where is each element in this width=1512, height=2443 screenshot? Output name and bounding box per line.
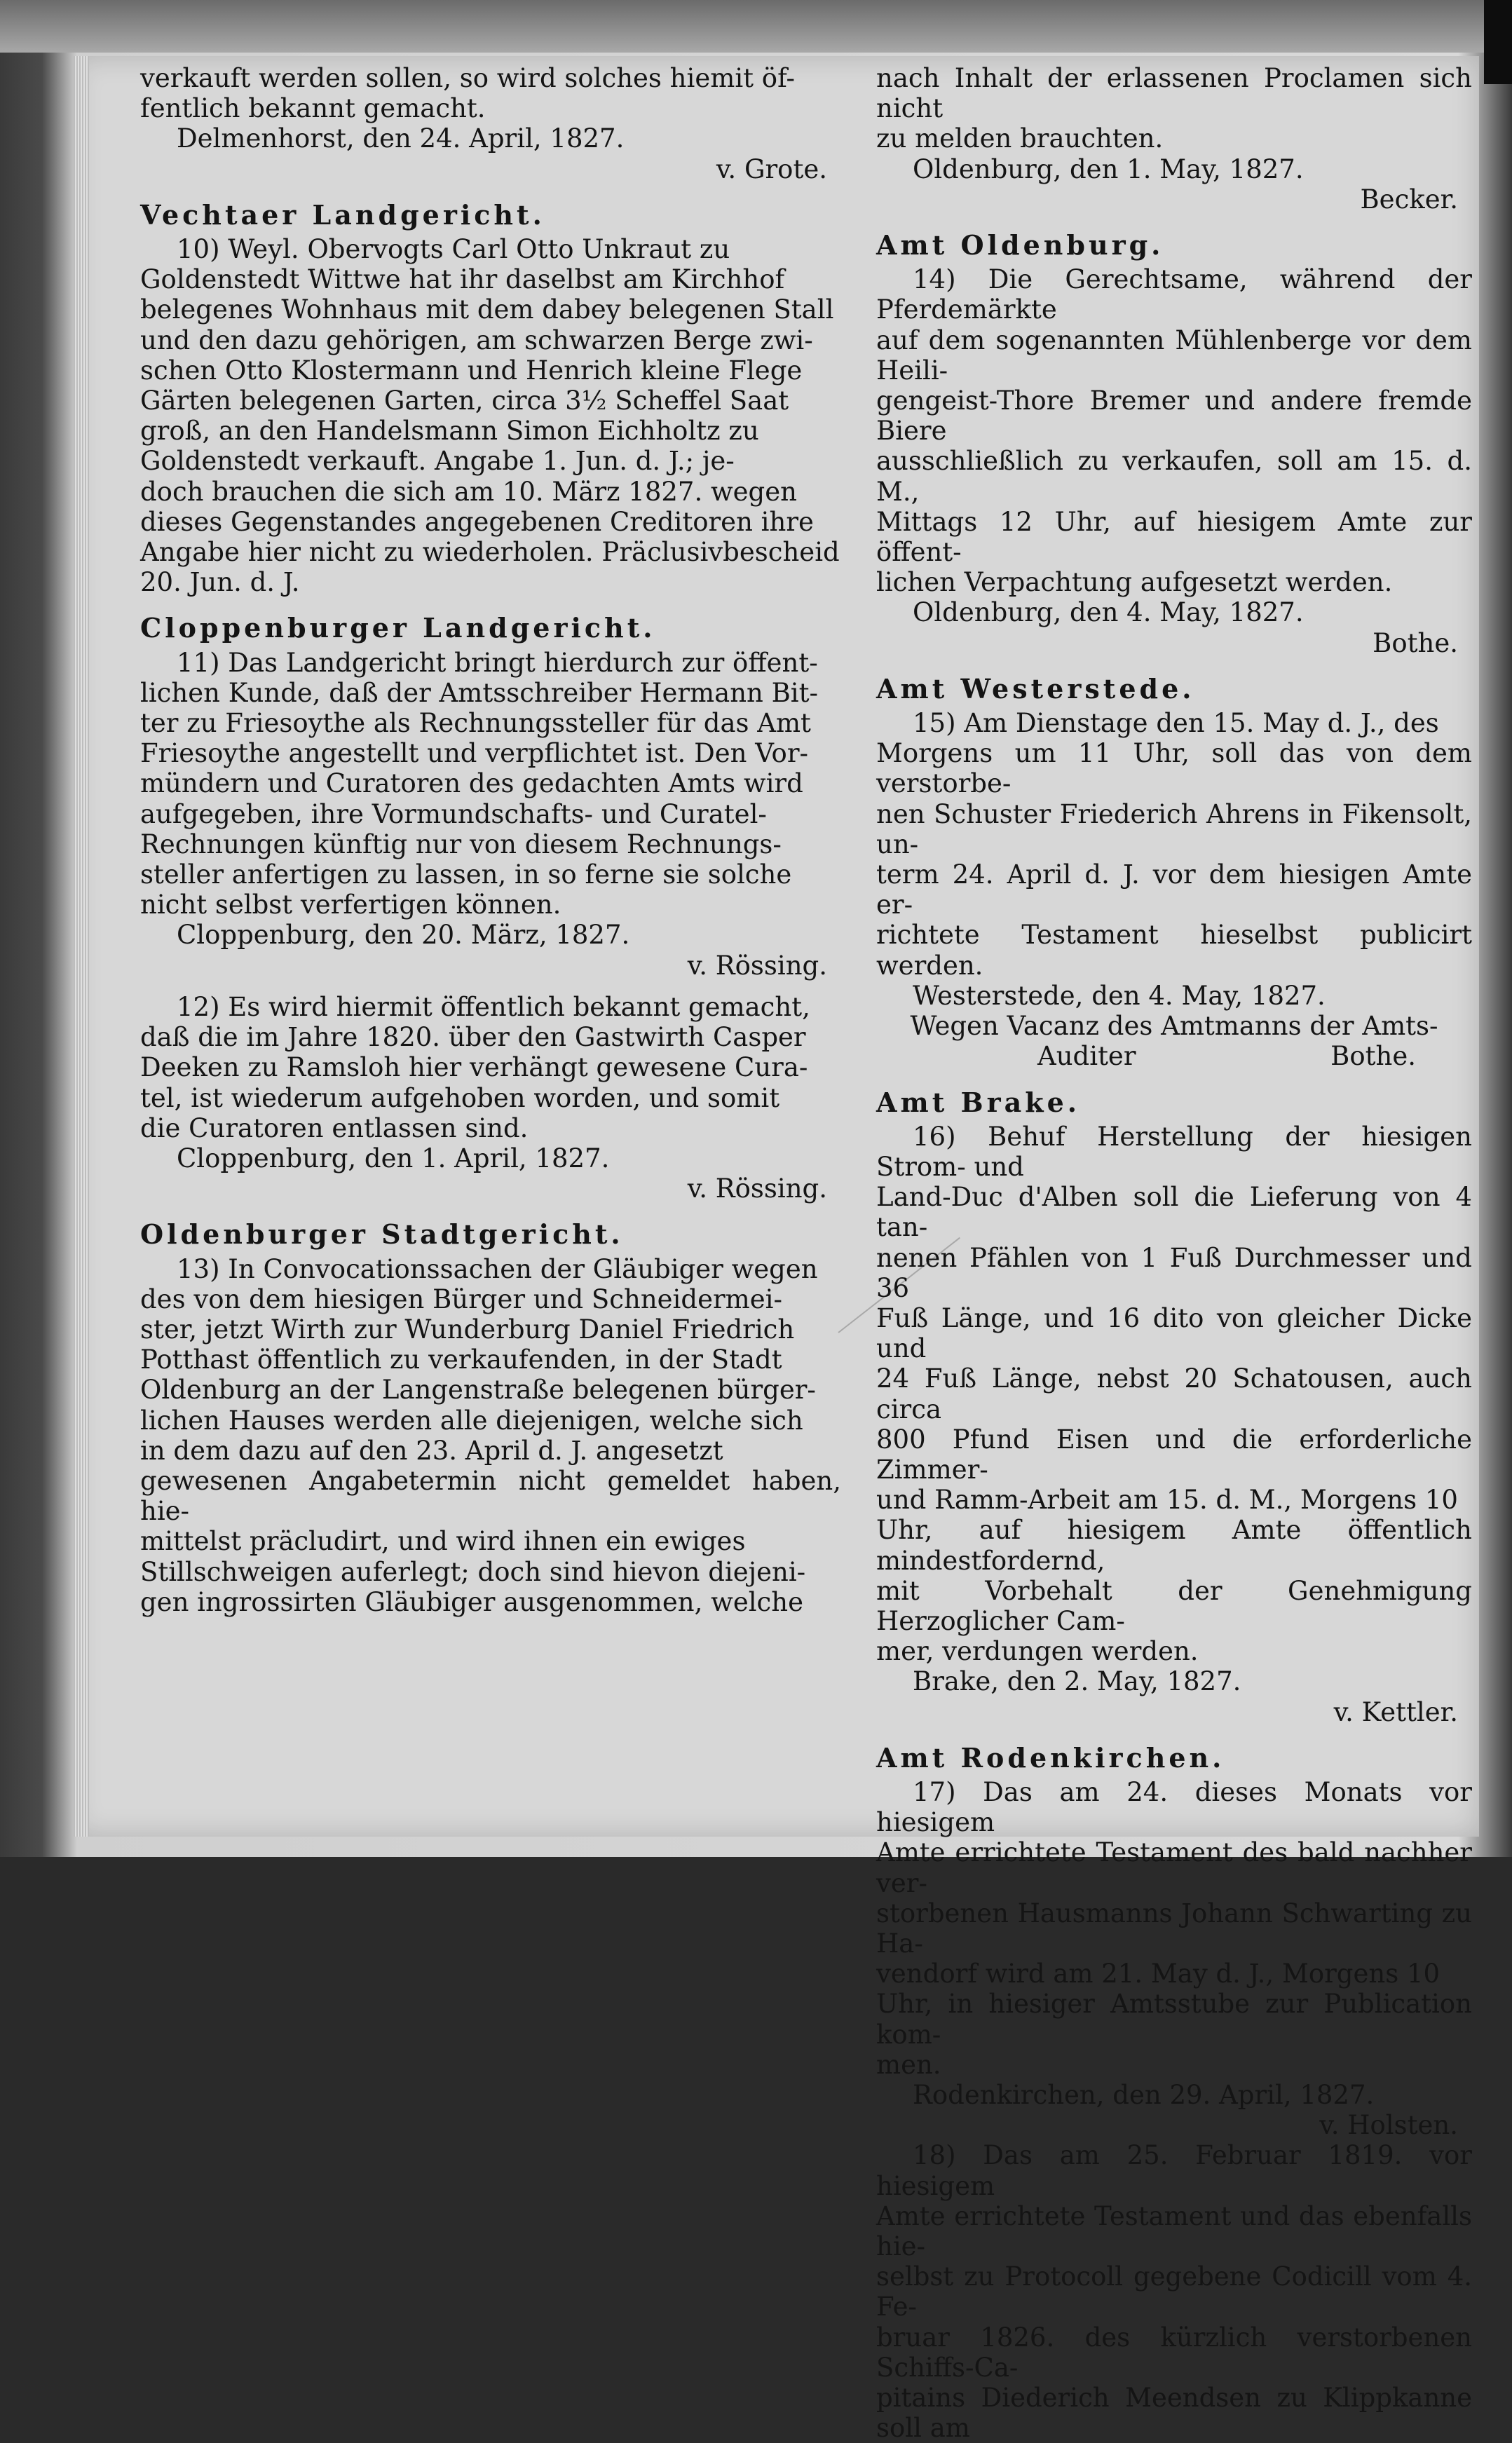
text-line: Deeken zu Ramsloh hier verhängt gewesene Cura- bbox=[140, 1052, 808, 1083]
section-heading: Cloppenburger Landgericht. bbox=[140, 612, 656, 644]
scan-background-corner bbox=[1484, 0, 1512, 84]
text-line: belegenes Wohnhaus mit dem dabey belegenen Stall bbox=[140, 294, 834, 325]
text-line: und Ramm-Arbeit am 15. d. M., Morgens 10 bbox=[876, 1485, 1458, 1516]
text-line: mündern und Curatoren des gedachten Amts wird bbox=[140, 768, 803, 799]
signature-title: Auditer bbox=[1037, 1041, 1136, 1072]
dateline: Cloppenburg, den 20. März, 1827. bbox=[177, 920, 630, 951]
left-column bbox=[140, 63, 841, 1617]
text-line: Friesoythe angestellt und verpflichtet ist. Den Vor- bbox=[140, 738, 809, 769]
section-heading: Amt Oldenburg. bbox=[876, 229, 1164, 261]
signature-note: Wegen Vacanz des Amtmanns der Amts- bbox=[910, 1011, 1438, 1042]
text-line: 16) Behuf Herstellung der hiesigen Strom- und bbox=[876, 1121, 1472, 1182]
text-line: nicht selbst verfertigen können. bbox=[140, 890, 561, 920]
signature: v. Grote. bbox=[716, 154, 827, 184]
signature: v. Kettler. bbox=[1333, 1696, 1458, 1727]
text-line: schen Otto Klostermann und Henrich kleine Flege bbox=[140, 355, 803, 386]
text-line: 13) In Convocationssachen der Gläubiger wegen bbox=[177, 1253, 818, 1284]
text-line: Uhr, in hiesiger Amtsstube zur Publication kom- bbox=[876, 1989, 1472, 2050]
notice-17 bbox=[876, 1777, 1472, 2080]
text-line: ter zu Friesoythe als Rechnungssteller für das Amt bbox=[140, 708, 811, 739]
section-heading: Amt Westerstede. bbox=[876, 672, 1195, 705]
text-line: Goldenstedt verkauft. Angabe 1. Jun. d. J.; je- bbox=[140, 446, 735, 477]
section-heading: Amt Rodenkirchen. bbox=[876, 1741, 1225, 1774]
text-line: 14) Die Gerechtsame, während der Pferdemärkte bbox=[876, 264, 1472, 325]
text-line: aufgegeben, ihre Vormundschafts- und Curatel- bbox=[140, 798, 767, 829]
text-line: 20. Jun. d. J. bbox=[140, 567, 300, 598]
text-line: groß, an den Handelsmann Simon Eichholtz zu bbox=[140, 416, 759, 447]
text-line: Potthast öffentlich zu verkaufenden, in der Stadt bbox=[140, 1345, 782, 1375]
signature: Bothe. bbox=[1330, 1041, 1416, 1072]
text-line: richtete Testament hieselbst publicirt werden. bbox=[876, 920, 1472, 981]
signature: v. Rössing. bbox=[687, 1173, 827, 1204]
text-line: und den dazu gehörigen, am schwarzen Berge zwi- bbox=[140, 325, 813, 355]
text-line: 15) Am Dienstage den 15. May d. J., des bbox=[913, 708, 1439, 739]
text-line: gengeist-Thore Bremer und andere fremde Biere bbox=[876, 386, 1472, 447]
text-line: men. bbox=[876, 2049, 941, 2080]
dateline: Brake, den 2. May, 1827. bbox=[913, 1666, 1241, 1697]
dateline: Oldenburg, den 4. May, 1827. bbox=[913, 597, 1304, 628]
text-line: steller anfertigen zu lassen, in so ferne sie solche bbox=[140, 859, 792, 890]
notice-10 bbox=[140, 234, 841, 597]
book-page-edges bbox=[74, 56, 89, 1837]
notice-14 bbox=[876, 264, 1472, 597]
text-line: lichen Hauses werden alle diejenigen, welche sich bbox=[140, 1405, 803, 1436]
text-line: 17) Das am 24. dieses Monats vor hiesigem bbox=[876, 1776, 1472, 1838]
notice-16 bbox=[876, 1122, 1472, 1667]
text-line: nenen Pfählen von 1 Fuß Durchmesser und 36 bbox=[876, 1242, 1472, 1303]
notice-11 bbox=[140, 648, 841, 920]
signature: v. Holsten. bbox=[1319, 2110, 1458, 2141]
section-heading: Amt Brake. bbox=[876, 1086, 1080, 1118]
scan-background-top bbox=[0, 0, 1512, 53]
text-line: Uhr, auf hiesigem Amte öffentlich mindestfordernd, bbox=[876, 1515, 1472, 1576]
text-line: 24 Fuß Länge, nebst 20 Schatousen, auch circa bbox=[876, 1363, 1472, 1424]
text-line: selbst zu Protocoll gegebene Codicill vom 4. Fe- bbox=[876, 2261, 1472, 2322]
dateline: Oldenburg, den 1. May, 1827. bbox=[913, 154, 1304, 184]
text-line: fentlich bekannt gemacht. bbox=[140, 93, 486, 124]
text-line: nach Inhalt der erlassenen Proclamen sich nicht bbox=[876, 63, 1472, 124]
text-line: Land-Duc d'Alben soll die Lieferung von 4 tan- bbox=[876, 1182, 1472, 1243]
text-line: Angabe hier nicht zu wiederholen. Präclusivbescheid bbox=[140, 537, 840, 568]
text-line: ster, jetzt Wirth zur Wunderburg Daniel Friedrich bbox=[140, 1314, 795, 1345]
text-line: Mittags 12 Uhr, auf hiesigem Amte zur öffent- bbox=[876, 506, 1472, 568]
dateline: Delmenhorst, den 24. April, 1827. bbox=[177, 123, 625, 154]
text-line: Stillschweigen auferlegt; doch sind hievon diejeni- bbox=[140, 1556, 806, 1587]
text-line: vendorf wird am 21. May d. J., Morgens 10 bbox=[876, 1959, 1441, 1989]
continued-text bbox=[140, 63, 841, 123]
dateline: Cloppenburg, den 1. April, 1827. bbox=[177, 1143, 610, 1173]
text-line: Amte errichtete Testament und das ebenfalls hie- bbox=[876, 2200, 1472, 2262]
signature: Bothe. bbox=[1373, 627, 1458, 658]
text-line: die Curatoren entlassen sind. bbox=[140, 1112, 529, 1143]
text-line: Amte errichtete Testament des bald nachher ver- bbox=[876, 1837, 1472, 1898]
text-line: 800 Pfund Eisen und die erforderliche Zimmer- bbox=[876, 1424, 1472, 1485]
text-line: Gärten belegenen Garten, circa 3½ Scheffel Saat bbox=[140, 386, 789, 416]
notice-18 bbox=[876, 2140, 1472, 2443]
signature: Becker. bbox=[1360, 184, 1458, 215]
text-line: daß die im Jahre 1820. über den Gastwirth Casper bbox=[140, 1022, 806, 1053]
text-line: Fuß Länge, und 16 dito von gleicher Dicke und bbox=[876, 1302, 1472, 1364]
notice-12 bbox=[140, 992, 841, 1143]
text-line: Oldenburg an der Langenstraße belegenen bürger- bbox=[140, 1375, 816, 1406]
text-line: mittelst präcludirt, und wird ihnen ein ewiges bbox=[140, 1526, 746, 1557]
notice-13 bbox=[140, 1254, 841, 1617]
text-line: tel, ist wiederum aufgehoben worden, und somit bbox=[140, 1082, 780, 1113]
text-line: mit Vorbehalt der Genehmigung Herzoglicher Cam- bbox=[876, 1575, 1472, 1636]
text-line: gen ingrossirten Gläubiger ausgenommen, welche bbox=[140, 1586, 803, 1617]
section-heading: Vechtaer Landgericht. bbox=[140, 198, 545, 231]
continued-text bbox=[876, 63, 1472, 154]
text-line: des von dem hiesigen Bürger und Schneidermei- bbox=[140, 1284, 782, 1314]
text-line: ausschließlich zu verkaufen, soll am 15. d. M., bbox=[876, 446, 1472, 507]
text-line: 10) Weyl. Obervogts Carl Otto Unkraut zu bbox=[177, 234, 730, 265]
dateline: Westerstede, den 4. May, 1827. bbox=[913, 980, 1326, 1011]
text-line: in dem dazu auf den 23. April d. J. angesetzt bbox=[140, 1435, 723, 1466]
section-heading: Oldenburger Stadtgericht. bbox=[140, 1218, 624, 1251]
text-line: bruar 1826. des kürzlich verstorbenen Schiffs-Ca- bbox=[876, 2322, 1472, 2383]
text-line: pitains Diederich Meendsen zu Klippkanne soll am bbox=[876, 2383, 1472, 2443]
text-line: auf dem sogenannten Mühlenberge vor dem Heili- bbox=[876, 325, 1472, 386]
text-line: lichen Verpachtung aufgesetzt werden. bbox=[876, 567, 1393, 598]
signature: v. Rössing. bbox=[687, 950, 827, 981]
text-line: dieses Gegenstandes angegebenen Creditoren ihre bbox=[140, 506, 814, 537]
text-line: gewesenen Angabetermin nicht gemeldet haben, hie- bbox=[140, 1465, 841, 1527]
text-line: doch brauchen die sich am 10. März 1827. wegen bbox=[140, 476, 797, 507]
text-line: Morgens um 11 Uhr, soll das von dem verstorbe- bbox=[876, 738, 1472, 799]
text-line: storbenen Hausmanns Johann Schwarting zu Ha- bbox=[876, 1898, 1472, 1959]
text-line: mer, verdungen werden. bbox=[876, 1636, 1199, 1667]
text-line: verkauft werden sollen, so wird solches hiemit öf- bbox=[140, 63, 795, 93]
text-line: nen Schuster Friederich Ahrens in Fikensolt, un- bbox=[876, 798, 1472, 859]
text-line: Rechnungen künftig nur von diesem Rechnungs- bbox=[140, 829, 782, 859]
text-line: term 24. April d. J. vor dem hiesigen Amte er- bbox=[876, 859, 1472, 920]
right-column bbox=[876, 63, 1472, 2443]
text-line: lichen Kunde, daß der Amtsschreiber Hermann Bit- bbox=[140, 677, 819, 708]
text-line: zu melden brauchten. bbox=[876, 123, 1164, 154]
text-line: Goldenstedt Wittwe hat ihr daselbst am Kirchhof bbox=[140, 264, 785, 295]
signature-row bbox=[876, 1041, 1472, 1071]
text-line: 12) Es wird hiermit öffentlich bekannt gemacht, bbox=[177, 991, 810, 1022]
dateline: Rodenkirchen, den 29. April, 1827. bbox=[913, 2080, 1375, 2110]
text-line: 11) Das Landgericht bringt hierdurch zur öffent- bbox=[177, 647, 818, 678]
notice-15 bbox=[876, 708, 1472, 981]
text-line: 18) Das am 25. Februar 1819. vor hiesigem bbox=[876, 2140, 1472, 2201]
